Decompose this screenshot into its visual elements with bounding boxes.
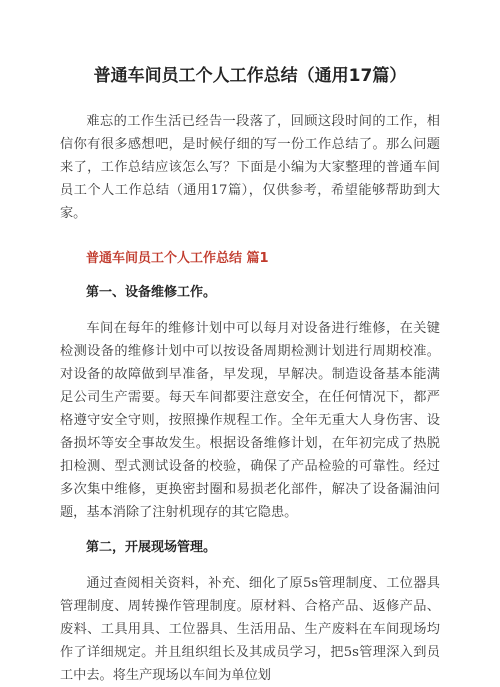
intro-paragraph: 难忘的工作生活已经告一段落了，回顾这段时间的工作，相信你有很多感想吧，是时候仔细的写一份工作总结了。那么问题来了，工作总结应该怎么写？下面是小编为大家整理的普通车间员工个人工作总结（通用17篇），仅供参考，希望能够帮助到大家。 [60,114,440,221]
section-heading-1: 第一、设备维修工作。 [86,285,217,300]
section-body-1: 车间在每年的维修计划中可以每月对设备进行维修，在关键检测设备的维修计划中可以按设备周期检测计划进行周期校准。对设备的故障做到早准备，早发现，早解决。制造设备基本能满足公司生产需要。每天车间都要注意安全，在任何情况下，都严格遵守安全守则，按照操作规程工作。全年无重大人身伤害、设备损坏等安全事故发生。根据设备维修计划，在年初完成了热脱扣检测、型式测试设备的校验，确保了产品检验的可靠性。经过多次集中维修，更换密封圈和易损老化部件，解决了设备漏油问题，基本消除了注射机现存的其它隐患。 [60,321,440,520]
section-body-2: 通过查阅相关资料，补充、细化了原5s管理制度、工位器具管理制度、周转操作管理制度。原材料、合格产品、返修产品、废料、工具用具、工位器具、生活用品、生产废料在车间现场均作了详细规定。并且组织组长及其成员学习，把5s管理深入到员工中去。将生产现场以车间为单位划 [60,576,440,683]
section-title: 普通车间员工个人工作总结 篇1 [86,251,269,266]
section-heading-2: 第二，开展现场管理。 [86,540,217,555]
document-title: 普通车间员工个人工作总结（通用17篇） [93,66,407,86]
